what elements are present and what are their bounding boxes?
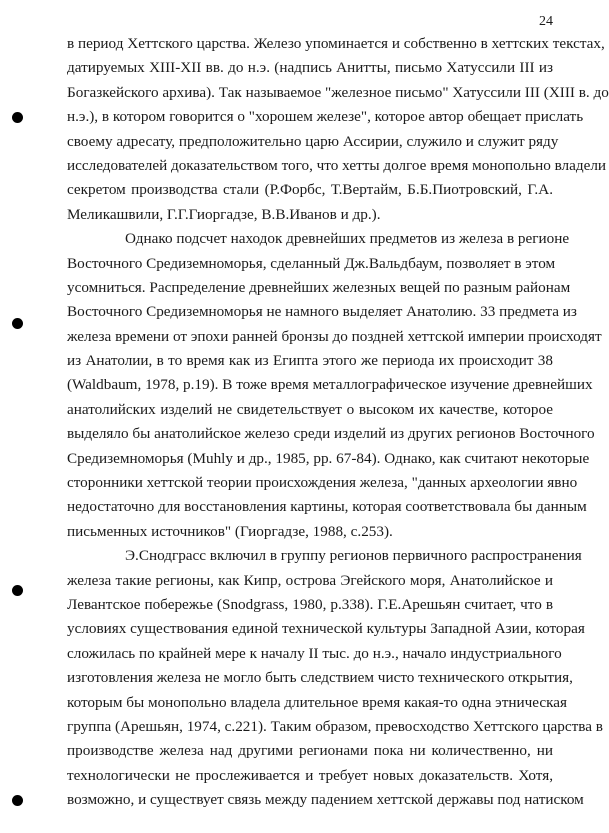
document-body (67, 33, 609, 814)
binder-hole-mark (12, 318, 23, 329)
binder-hole-mark (12, 585, 23, 596)
text-line: письменных источников" (Гиоргадзе, 1988, с.253). (67, 522, 393, 540)
text-line: группа (Арешьян, 1974, с.221). Таким образом, превосходство Хеттского царства в (67, 717, 603, 735)
text-line: изготовления железа не могло быть следствием чисто технического открытия, (67, 669, 573, 687)
text-line: н.э.), в котором говорится о "хорошем железе", которое автор обещает прислать (67, 108, 584, 126)
paragraph (67, 33, 609, 228)
text-line: сложилась по крайней мере к началу II тыс. до н.э., начало индустриального (67, 644, 562, 662)
text-line: Однако подсчет находок древнейших предметов из железа в регионе (125, 230, 570, 248)
text-line: Восточного Средиземноморья не намного выделяет Анатолию. 33 предмета из (67, 303, 577, 321)
paragraph (67, 545, 603, 813)
text-line: Меликашвили, Г.Г.Гиоргадзе, В.В.Иванов и др.). (67, 205, 381, 223)
text-line: усомниться. Распределение древнейших железных вещей по разным районам (67, 278, 571, 296)
text-line: секретом производства стали (Р.Форбс, Т.Вертайм, Б.Б.Пиотровский, Г.А. (67, 181, 553, 199)
text-line: Левантское побережье (Snodgrass, 1980, p.338). Г.Е.Арешьян считает, что в (67, 595, 553, 613)
binder-hole-mark (12, 112, 23, 123)
text-line: Восточного Средиземноморья, сделанный Дж.Вальдбаум, позволяет в этом (67, 254, 556, 272)
text-line: анатолийских изделий не свидетельствует о высоком их качестве, которое (67, 400, 553, 418)
text-line: железа такие регионы, как Кипр, острова Эгейского моря, Анатолийское и (67, 571, 553, 589)
text-line: железа времени от эпохи ранней бронзы до поздней хеттской империи происходят (67, 327, 602, 345)
text-line: исследователей доказательством того, что хетты долгое время монопольно владели (67, 156, 607, 174)
text-line: выделяло бы анатолийское железо среди изделий из других регионов Восточного (67, 425, 595, 443)
text-line: Э.Снодграсс включил в группу регионов первичного распространения (125, 547, 582, 565)
text-line: возможно, и существует связь между падением хеттской державы под натиском (67, 791, 584, 809)
text-line: недостаточно для восстановления картины, которая соответствовала бы данным (67, 498, 587, 516)
text-line: которым бы монопольно владела длительное время какая-то одна этническая (67, 693, 567, 711)
text-line: своему адресату, предположительно царю Ассирии, служило и служит ряду (67, 132, 559, 150)
text-line: Средиземноморья (Muhly и др., 1985, pp. 67-84). Однако, как считают некоторые (67, 449, 590, 467)
text-line: условиях существования единой технической культуры Западной Азии, которая (67, 620, 585, 638)
text-line: производстве железа над другими регионами пока ни количественно, ни (67, 742, 553, 760)
text-line: из Анатолии, в то время как из Египта этого же периода их происходит 38 (67, 352, 553, 370)
text-line: технологически не прослеживается и требует новых доказательств. Хотя, (67, 766, 553, 784)
binder-hole-mark (12, 795, 23, 806)
text-line: Богазкейского архива). Так называемое "железное письмо" Хатуссили III (XIII в. до (67, 83, 609, 101)
text-line: (Waldbaum, 1978, p.19). В тоже время металлографическое изучение древнейших (67, 376, 593, 394)
text-line: сторонники хеттской теории происхождения железа, "данных археологии явно (67, 474, 578, 492)
paragraph (67, 228, 602, 545)
text-line: датируемых XIII-XII вв. до н.э. (надпись Анитты, письмо Хатуссили III из (67, 59, 553, 77)
page-number: 24 (539, 14, 553, 29)
text-line: в период Хеттского царства. Железо упоминается и собственно в хеттских текстах, (67, 35, 605, 52)
